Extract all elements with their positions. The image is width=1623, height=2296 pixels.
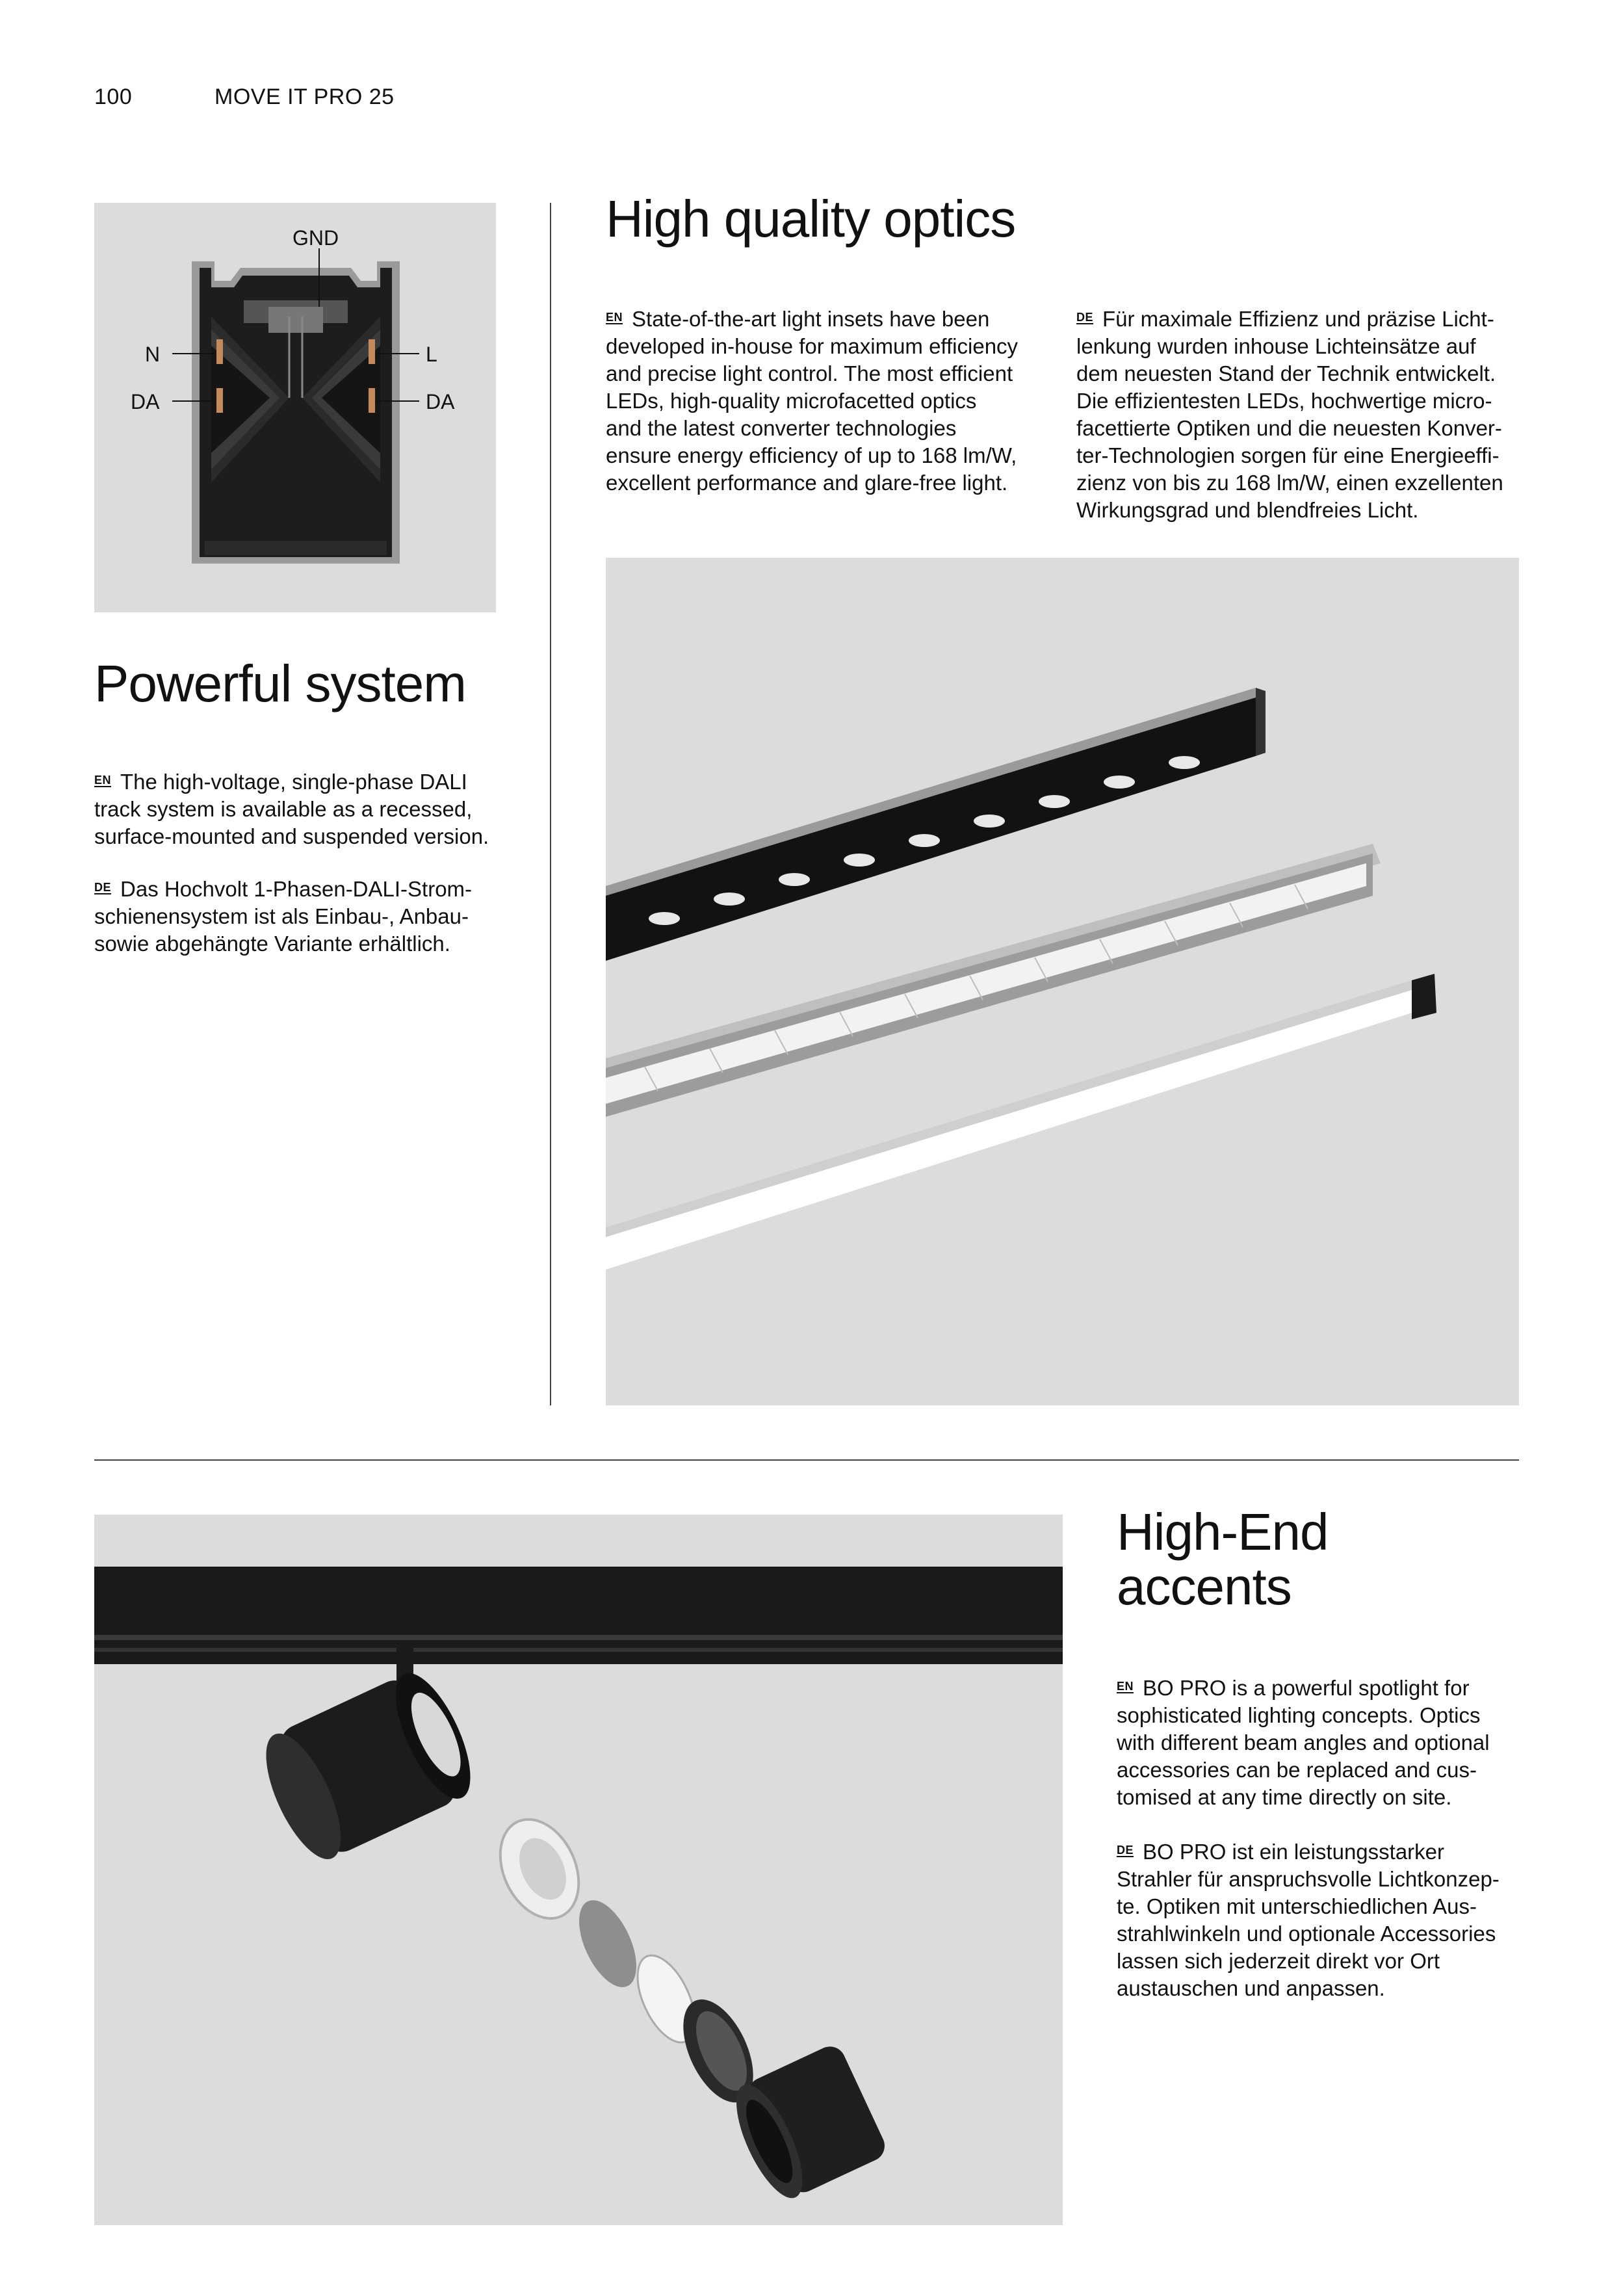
accents-en-text: BO PRO is a powerful spotlight for sophisticated lighting concepts. Optics with different beam angles and optional accessories can be replaced and cus- tomised at any time directly on site. bbox=[1117, 1676, 1490, 1809]
label-n: N bbox=[145, 343, 161, 366]
label-gnd: GND bbox=[292, 226, 339, 250]
bo-pro-exploded-illustration bbox=[94, 1515, 1063, 2225]
lang-tag-de: DE bbox=[1076, 311, 1094, 324]
optics-de-text: Für maximale Effizienz und präzise Licht- lenkung wurden inhouse Lichteinsätze auf dem neuesten Stand der Technik entwickelt. Die effizientesten LEDs, hochwertige micro- facettierte Optiken und die neuesten Konver- ter-Technologien sorgen für eine Energieeffi- zienz von bis zu 168 lm/W, einen exzellenten Wirkungsgrad und blendfreies Licht. bbox=[1076, 307, 1503, 522]
accents-title-line1: High-End bbox=[1117, 1503, 1329, 1561]
accents-de-text: BO PRO ist ein leistungsstarker Strahler für anspruchsvolle Lichtkonzep- te. Optiken mit unterschiedlichen Aus- strahlwinkeln und optionale Accessories lassen sich jederzeit direkt vor Ort austauschen und anpassen. bbox=[1117, 1840, 1500, 2000]
lang-tag-de: DE bbox=[94, 881, 112, 894]
linear-modules-illustration bbox=[606, 558, 1519, 1405]
optics-title: High quality optics bbox=[606, 190, 1016, 248]
accents-title-line2: accents bbox=[1117, 1558, 1292, 1615]
powerful-system-title: Powerful system bbox=[94, 655, 466, 712]
track-profile-diagram bbox=[94, 203, 496, 612]
lang-tag-en: EN bbox=[1117, 1680, 1134, 1693]
powerful-system-en bbox=[94, 741, 510, 850]
vertical-divider bbox=[550, 203, 551, 1405]
lang-tag-en: EN bbox=[94, 774, 112, 787]
accents-en bbox=[1117, 1647, 1533, 1811]
powerful-system-de bbox=[94, 848, 510, 958]
optics-en bbox=[606, 278, 1054, 497]
label-da-right: DA bbox=[426, 390, 455, 413]
page-number: 100 bbox=[94, 85, 133, 109]
label-l: L bbox=[426, 343, 437, 366]
spotlight-product-image bbox=[94, 1515, 1063, 2225]
optics-de bbox=[1076, 278, 1525, 524]
label-da-left: DA bbox=[131, 390, 160, 413]
accents-de bbox=[1117, 1811, 1533, 2002]
powerful-system-en-text: The high-voltage, single-phase DALI track system is available as a recessed, surface-mounted and suspended version. bbox=[94, 770, 489, 848]
powerful-system-de-text: Das Hochvolt 1-Phasen-DALI-Strom- schienensystem ist als Einbau-, Anbau- sowie abgehängte Variante erhältlich. bbox=[94, 877, 473, 956]
lang-tag-en: EN bbox=[606, 311, 623, 324]
section-divider bbox=[94, 1459, 1519, 1461]
catalog-title: MOVE IT PRO 25 bbox=[214, 85, 395, 109]
accents-title bbox=[1117, 1505, 1329, 1614]
optics-product-image bbox=[606, 558, 1519, 1405]
optics-en-text: State-of-the-art light insets have been developed in-house for maximum efficiency and precise light control. The most efficient LEDs, high-quality microfacetted optics and the latest converter technologies ensure energy efficiency of up to 168 lm/W, excellent performance and glare-free light. bbox=[606, 307, 1019, 495]
lang-tag-de: DE bbox=[1117, 1844, 1134, 1857]
